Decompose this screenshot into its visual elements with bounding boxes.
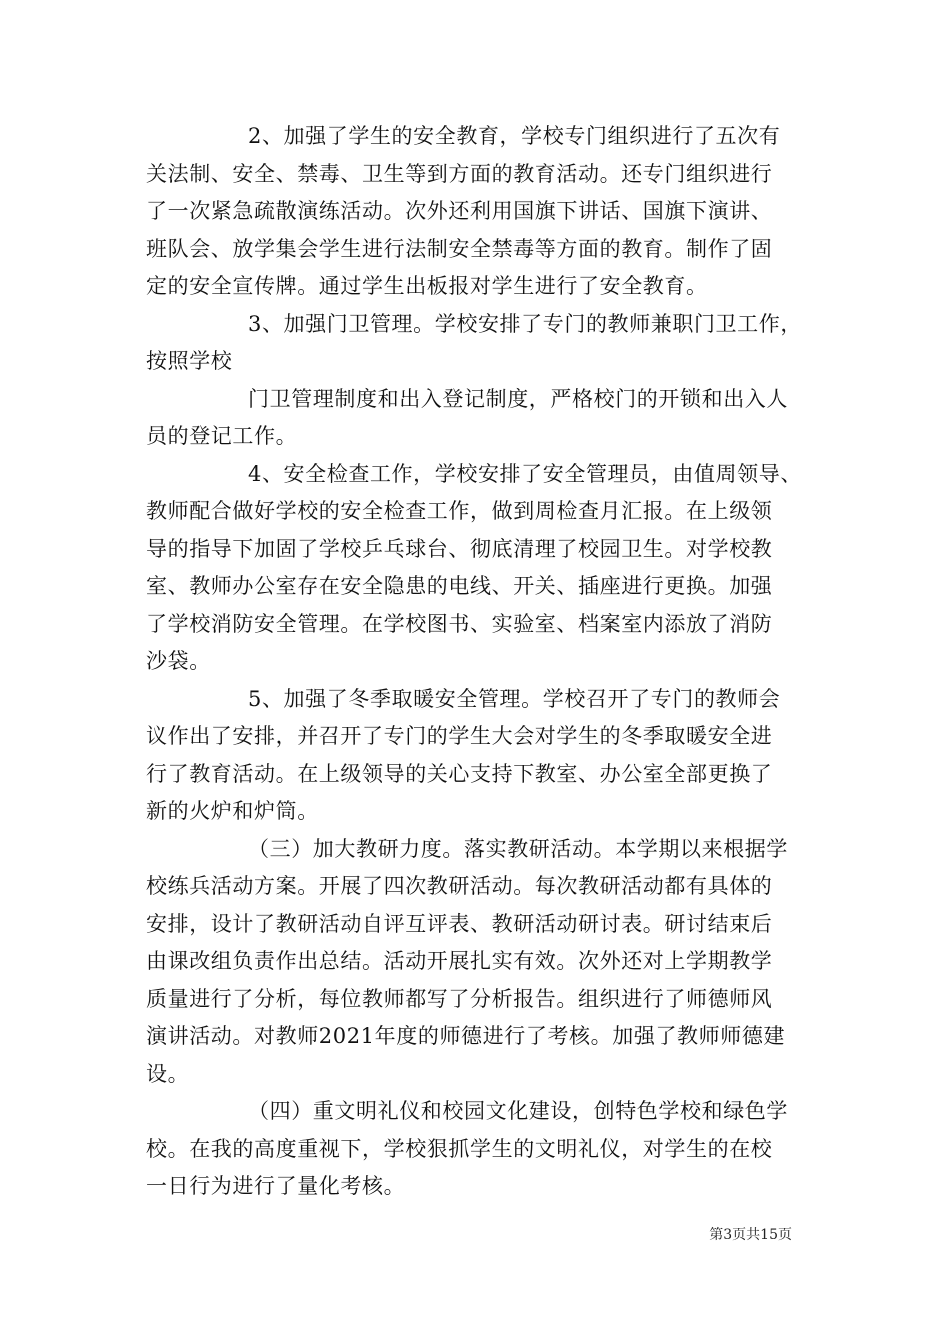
paragraph-line: 按照学校 <box>146 349 233 373</box>
paragraph-line: 演讲活动。对教师2021年度的师德进行了考核。加强了教师师德建 <box>146 1024 786 1048</box>
paragraph-line: 3、加强门卫管理。学校安排了专门的教师兼职门卫工作， <box>248 312 802 336</box>
paragraph-line: 沙袋。 <box>146 649 211 673</box>
paragraph-line: 定的安全宣传牌。通过学生出板报对学生进行了安全教育。 <box>146 274 708 298</box>
paragraph-line: 教师配合做好学校的安全检查工作，做到周检查月汇报。在上级领 <box>146 499 773 523</box>
paragraph-line: 班队会、放学集会学生进行法制安全禁毒等方面的教育。制作了固 <box>146 237 773 261</box>
paragraph-line: 设。 <box>146 1062 190 1086</box>
paragraph-line: 5、加强了冬季取暖安全管理。学校召开了专门的教师会 <box>248 687 781 711</box>
paragraph-line: 质量进行了分析，每位教师都写了分析报告。组织进行了师德师风 <box>146 987 773 1011</box>
paragraph-line: 关法制、安全、禁毒、卫生等到方面的教育活动。还专门组织进行 <box>146 162 773 186</box>
paragraph-line: 门卫管理制度和出入登记制度，严格校门的开锁和出入人 <box>248 387 788 411</box>
paragraph-line: 新的火炉和炉筒。 <box>146 799 319 823</box>
paragraph-line: 室、教师办公室存在安全隐患的电线、开关、插座进行更换。加强 <box>146 574 773 598</box>
paragraph-line: 校。在我的高度重视下，学校狠抓学生的文明礼仪，对学生的在校 <box>146 1137 773 1161</box>
page-number: 第3页共15页 <box>709 1227 792 1243</box>
paragraph-line: 员的登记工作。 <box>146 424 298 448</box>
paragraph-line: 行了教育活动。在上级领导的关心支持下教室、办公室全部更换了 <box>146 762 773 786</box>
paragraph-line: （四）重文明礼仪和校园文化建设，创特色学校和绿色学 <box>248 1099 788 1123</box>
paragraph-line: 4、安全检查工作，学校安排了安全管理员，由值周领导、 <box>248 462 802 486</box>
paragraph-line: 安排，设计了教研活动自评互评表、教研活动研讨表。研讨结束后 <box>146 912 773 936</box>
paragraph-line: 一日行为进行了量化考核。 <box>146 1174 406 1198</box>
paragraph-line: 了学校消防安全管理。在学校图书、实验室、档案室内添放了消防 <box>146 612 773 636</box>
paragraph-line: 由课改组负责作出总结。活动开展扎实有效。次外还对上学期教学 <box>146 949 773 973</box>
paragraph-line: 校练兵活动方案。开展了四次教研活动。每次教研活动都有具体的 <box>146 874 773 898</box>
paragraph-line: 2、加强了学生的安全教育，学校专门组织进行了五次有 <box>248 124 781 148</box>
paragraph-line: （三）加大教研力度。落实教研活动。本学期以来根据学 <box>248 837 788 861</box>
paragraph-line: 导的指导下加固了学校乒乓球台、彻底清理了校园卫生。对学校教 <box>146 537 773 561</box>
paragraph-line: 议作出了安排，并召开了专门的学生大会对学生的冬季取暖安全进 <box>146 724 773 748</box>
paragraph-line: 了一次紧急疏散演练活动。次外还利用国旗下讲话、国旗下演讲、 <box>146 199 773 223</box>
